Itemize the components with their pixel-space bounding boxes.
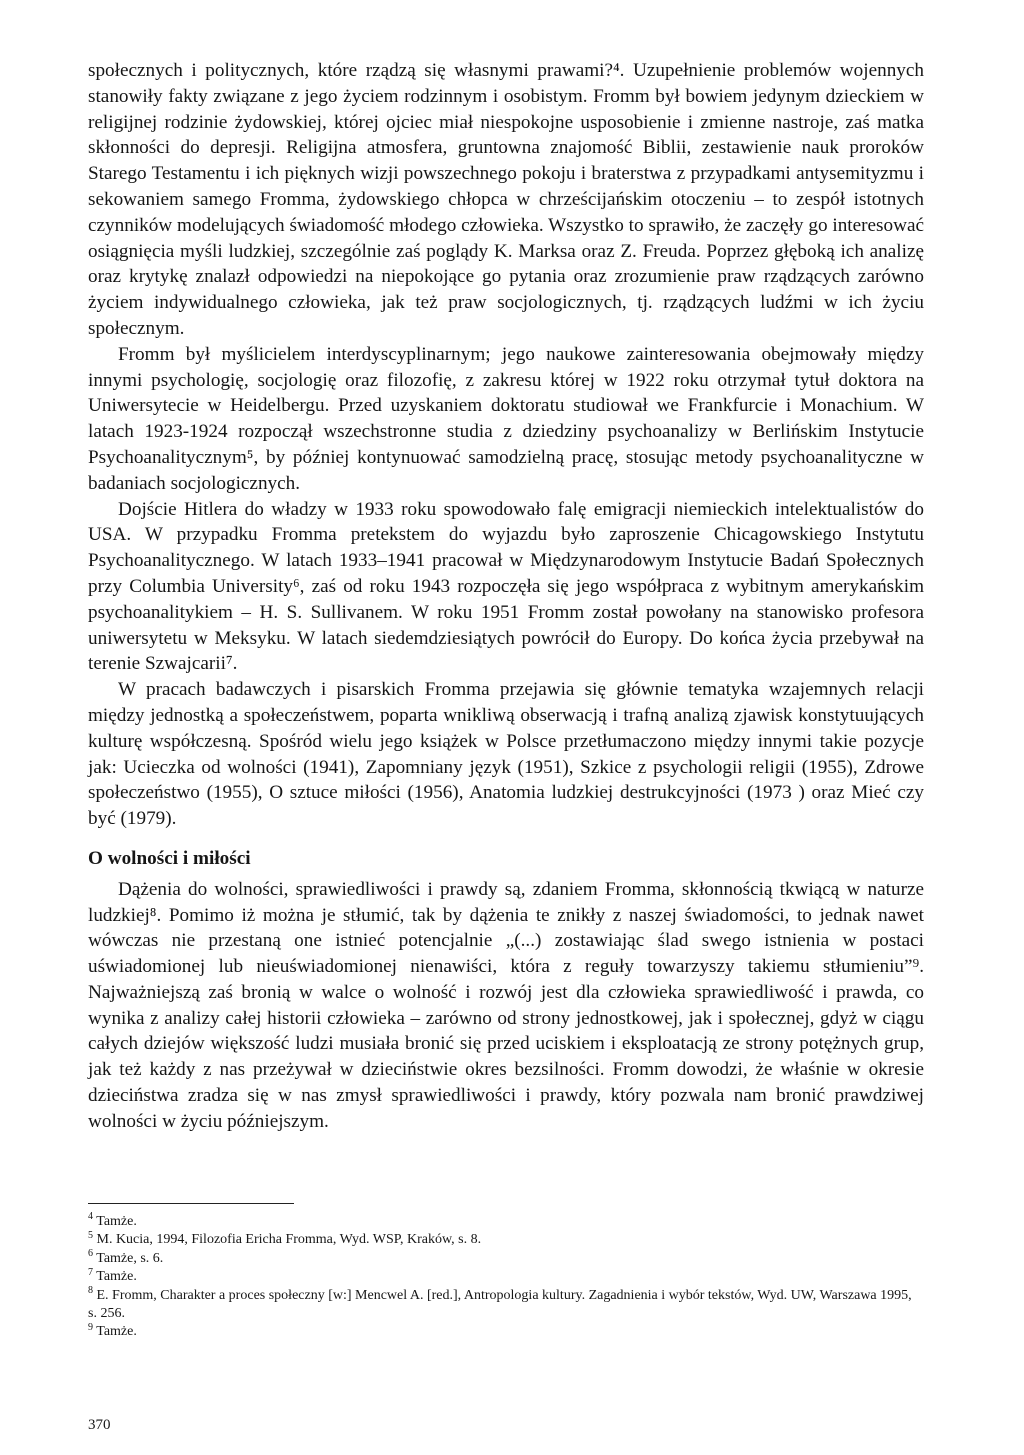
footnote-number: 7 — [88, 1266, 93, 1278]
footnote-8 — [88, 1284, 924, 1324]
footnote-divider — [88, 1203, 294, 1204]
footnote-number: 4 — [88, 1211, 93, 1223]
footnote-4 — [88, 1213, 924, 1231]
paragraph-3: Dojście Hitlera do władzy w 1933 roku spowodowało falę emigracji niemieckich intelektualistów do USA. W przypadku Fromma pretekstem do wyjazdu było zaproszenie Chicagowskiego Instytutu Psychoanalitycznego. W latach 1933–1941 pracował w Międzynarodowym Instytucie Badań Społecznych przy Columbia University⁶, zaś od roku 1943 rozpoczęła się jego współpraca z wybitnym amerykańskim psychoanalitykiem – H. S. Sullivanem. W roku 1951 Fromm został powołany na stanowisko profesora uniwersytetu w Meksyku. W latach siedemdziesiątych powrócił do Europy. Do końca życia przebywał na terenie Szwajcarii⁷. — [88, 498, 924, 675]
footnote-text: Tamże. — [96, 1324, 137, 1340]
paragraph-2: Fromm był myślicielem interdyscyplinarnym; jego naukowe zainteresowania obejmowały między innymi psychologię, socjologię oraz filozofię, z zakresu której w 1922 roku otrzymał tytuł doktora na Uniwersytecie w Heidelbergu. Przed uzyskaniem doktoratu studiował we Frankfurcie i Monachium. W latach 1923-1924 rozpoczął wszechstronne studia z dziedziny psychoanalizy w Berlińskim Instytucie Psychoanalitycznym⁵, by później kontynuować samodzielną pracę, stosując metody psychoanalityczne w badaniach socjologicznych. — [88, 343, 924, 494]
footnote-9 — [88, 1323, 924, 1341]
footnote-number: 8 — [88, 1284, 93, 1296]
footnote-6 — [88, 1250, 924, 1268]
paragraph-1: społecznych i politycznych, które rządzą się własnymi prawami?⁴. Uzupełnienie problemów wojennych stanowiły fakty związane z jego życiem rodzinnym i osobistym. Fromm był bowiem jedynym dzieckiem w religijnej rodzinie żydowskiej, której ojciec miał niespokojne usposobienie i zmienne nastroje, zaś matka skłonności do depresji. Religijna atmosfera, gruntowna znajomość Biblii, zestawienie nauk proroków Starego Testamentu i ich pięknych wizji powszechnego pokoju i braterstwa z przypadkami antysemityzmu i sekowaniem samego Fromma, żydowskiego chłopca w chrześcijańskim otoczeniu – to zespół istotnych czynników modelujących świadomość młodego człowieka. Wszystko to sprawiło, że zaczęły go interesować osiągnięcia myśli ludzkiej, szczególnie zaś poglądy K. Marksa oraz Z. Freuda. Poprzez głęboką ich analizę oraz krytykę znalazł odpowiedzi na niepokojące go pytania oraz zrozumienie praw rządzących zarówno życiem indywidualnego człowieka, jak też praw socjologicznych, tj. rządzących ludźmi w ich życiu społecznym. — [88, 60, 924, 339]
page-number: 370 — [88, 1417, 111, 1433]
footnote-number: 5 — [88, 1229, 93, 1241]
paragraph-5: Dążenia do wolności, sprawiedliwości i prawdy są, zdaniem Fromma, skłonnością tkwiącą w naturze ludzkiej⁸. Pomimo iż można je stłumić, tak by dążenia te znikły z naszej świadomości, to jednak nawet wówczas nie przestaną one istnieć potencjalnie „(...) zostawiając ślad swego istnienia w postaci uświadomionej lub nieuświadomionej nienawiści, która z reguły towarzyszy takiemu stłumieniu”⁹. Najważniejszą zaś bronią w walce o wolność i rozwój jest dla człowieka sprawiedliwość i prawda, co wynika z analizy całej historii człowieka – zarówno od strony jednostkowej, jak i społecznej, gdyż w ciągu całych dziejów większość ludzi musiała bronić się przed uciskiem i eksploatacją ze strony potężnych grup, jak też każdy z nas przeżywał w dzieciństwie okres bezsilności. Fromm dowodzi, że właśnie w okresie dzieciństwa zradza się w nas zmysł sprawiedliwości i prawdy, który pozwala nam bronić prawdziwej wolności w życiu późniejszym. — [88, 878, 924, 1132]
footnote-number: 6 — [88, 1248, 93, 1260]
footnote-5 — [88, 1231, 924, 1249]
paragraph-4: W pracach badawczych i pisarskich Fromma przejawia się głównie tematyka wzajemnych relacji między jednostką a społeczeństwem, poparta wnikliwą obserwacją i trafną analizą zjawisk konstytuujących kulturę współczesną. Spośród wielu jego książek w Polsce przetłumaczono między innymi takie pozycje jak: Ucieczka od wolności (1941), Zapomniany język (1951), Szkice z psychologii religii (1955), Zdrowe społeczeństwo (1955), O sztuce miłości (1956), Anatomia ludzkiej destrukcyjności (1973 ) oraz Mieć czy być (1979). — [88, 679, 924, 830]
page-body — [88, 58, 924, 1135]
footnote-text: Tamże. — [96, 1269, 137, 1285]
footnote-text: Tamże, s. 6. — [96, 1250, 164, 1266]
footnote-7 — [88, 1268, 924, 1286]
footnote-text: Tamże. — [96, 1214, 137, 1229]
footnote-text: E. Fromm, Charakter a proces społeczny [w:] Mencwel A. [red.], Antropologia kultury. Zagadnienia i wybór tekstów, Wyd. UW, Warszawa 1995, s. 256. — [88, 1287, 912, 1322]
footnote-text: M. Kucia, 1994, Filozofia Ericha Fromma, Wyd. WSP, Kraków, s. 8. — [96, 1232, 482, 1248]
footnotes — [88, 1213, 924, 1342]
section-heading: O wolności i miłości — [88, 847, 251, 869]
footnote-number: 9 — [88, 1321, 93, 1333]
